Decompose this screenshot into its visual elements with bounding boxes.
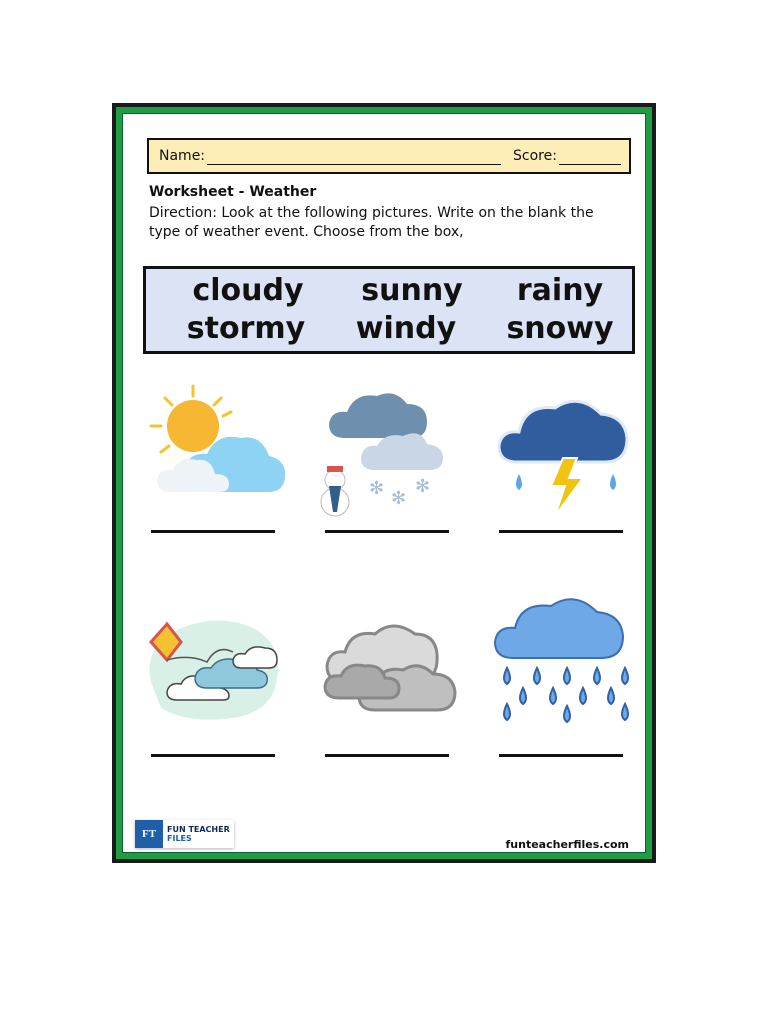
sunny-cloud-icon — [141, 382, 291, 522]
word-stormy: stormy — [186, 311, 306, 346]
svg-text:✻: ✻ — [369, 478, 385, 499]
storm-cloud-icon — [489, 382, 639, 522]
svg-text:✻: ✻ — [391, 488, 407, 509]
answer-blank-3[interactable] — [499, 530, 623, 533]
word-sunny: sunny — [361, 273, 463, 308]
logo-line-2: FILES — [167, 834, 192, 843]
snowy-cloud-icon — [315, 382, 465, 522]
name-score-bar — [147, 138, 631, 174]
score-blank[interactable] — [559, 148, 621, 165]
worksheet-page — [122, 113, 646, 853]
word-rainy: rainy — [516, 273, 604, 308]
rain-cloud-icon — [485, 588, 635, 728]
answer-blank-1[interactable] — [151, 530, 275, 533]
name-label: Name: — [159, 148, 206, 164]
word-snowy: snowy — [506, 311, 614, 346]
worksheet-title: Worksheet - Weather — [149, 184, 317, 200]
direction-text: Direction: Look at the following pictures. Write on the blank the type of weather event. Choose from the box, — [149, 205, 594, 240]
name-blank[interactable] — [207, 148, 501, 165]
word-windy: windy — [355, 311, 457, 346]
word-box — [143, 266, 635, 354]
website-url: funteacherfiles.com — [505, 838, 629, 851]
answer-blank-5[interactable] — [325, 754, 449, 757]
answer-blank-4[interactable] — [151, 754, 275, 757]
answer-blank-6[interactable] — [499, 754, 623, 757]
answer-blank-2[interactable] — [325, 530, 449, 533]
fun-teacher-files-logo — [135, 820, 234, 848]
worksheet-border — [112, 103, 656, 863]
score-label: Score: — [513, 148, 557, 164]
windy-kite-icon — [137, 608, 287, 748]
cloudy-icon — [315, 608, 465, 748]
svg-text:✻: ✻ — [415, 476, 431, 497]
word-cloudy: cloudy — [192, 273, 304, 308]
logo-line-1: FUN TEACHER — [167, 825, 230, 834]
logo-mark: FT — [135, 820, 163, 848]
